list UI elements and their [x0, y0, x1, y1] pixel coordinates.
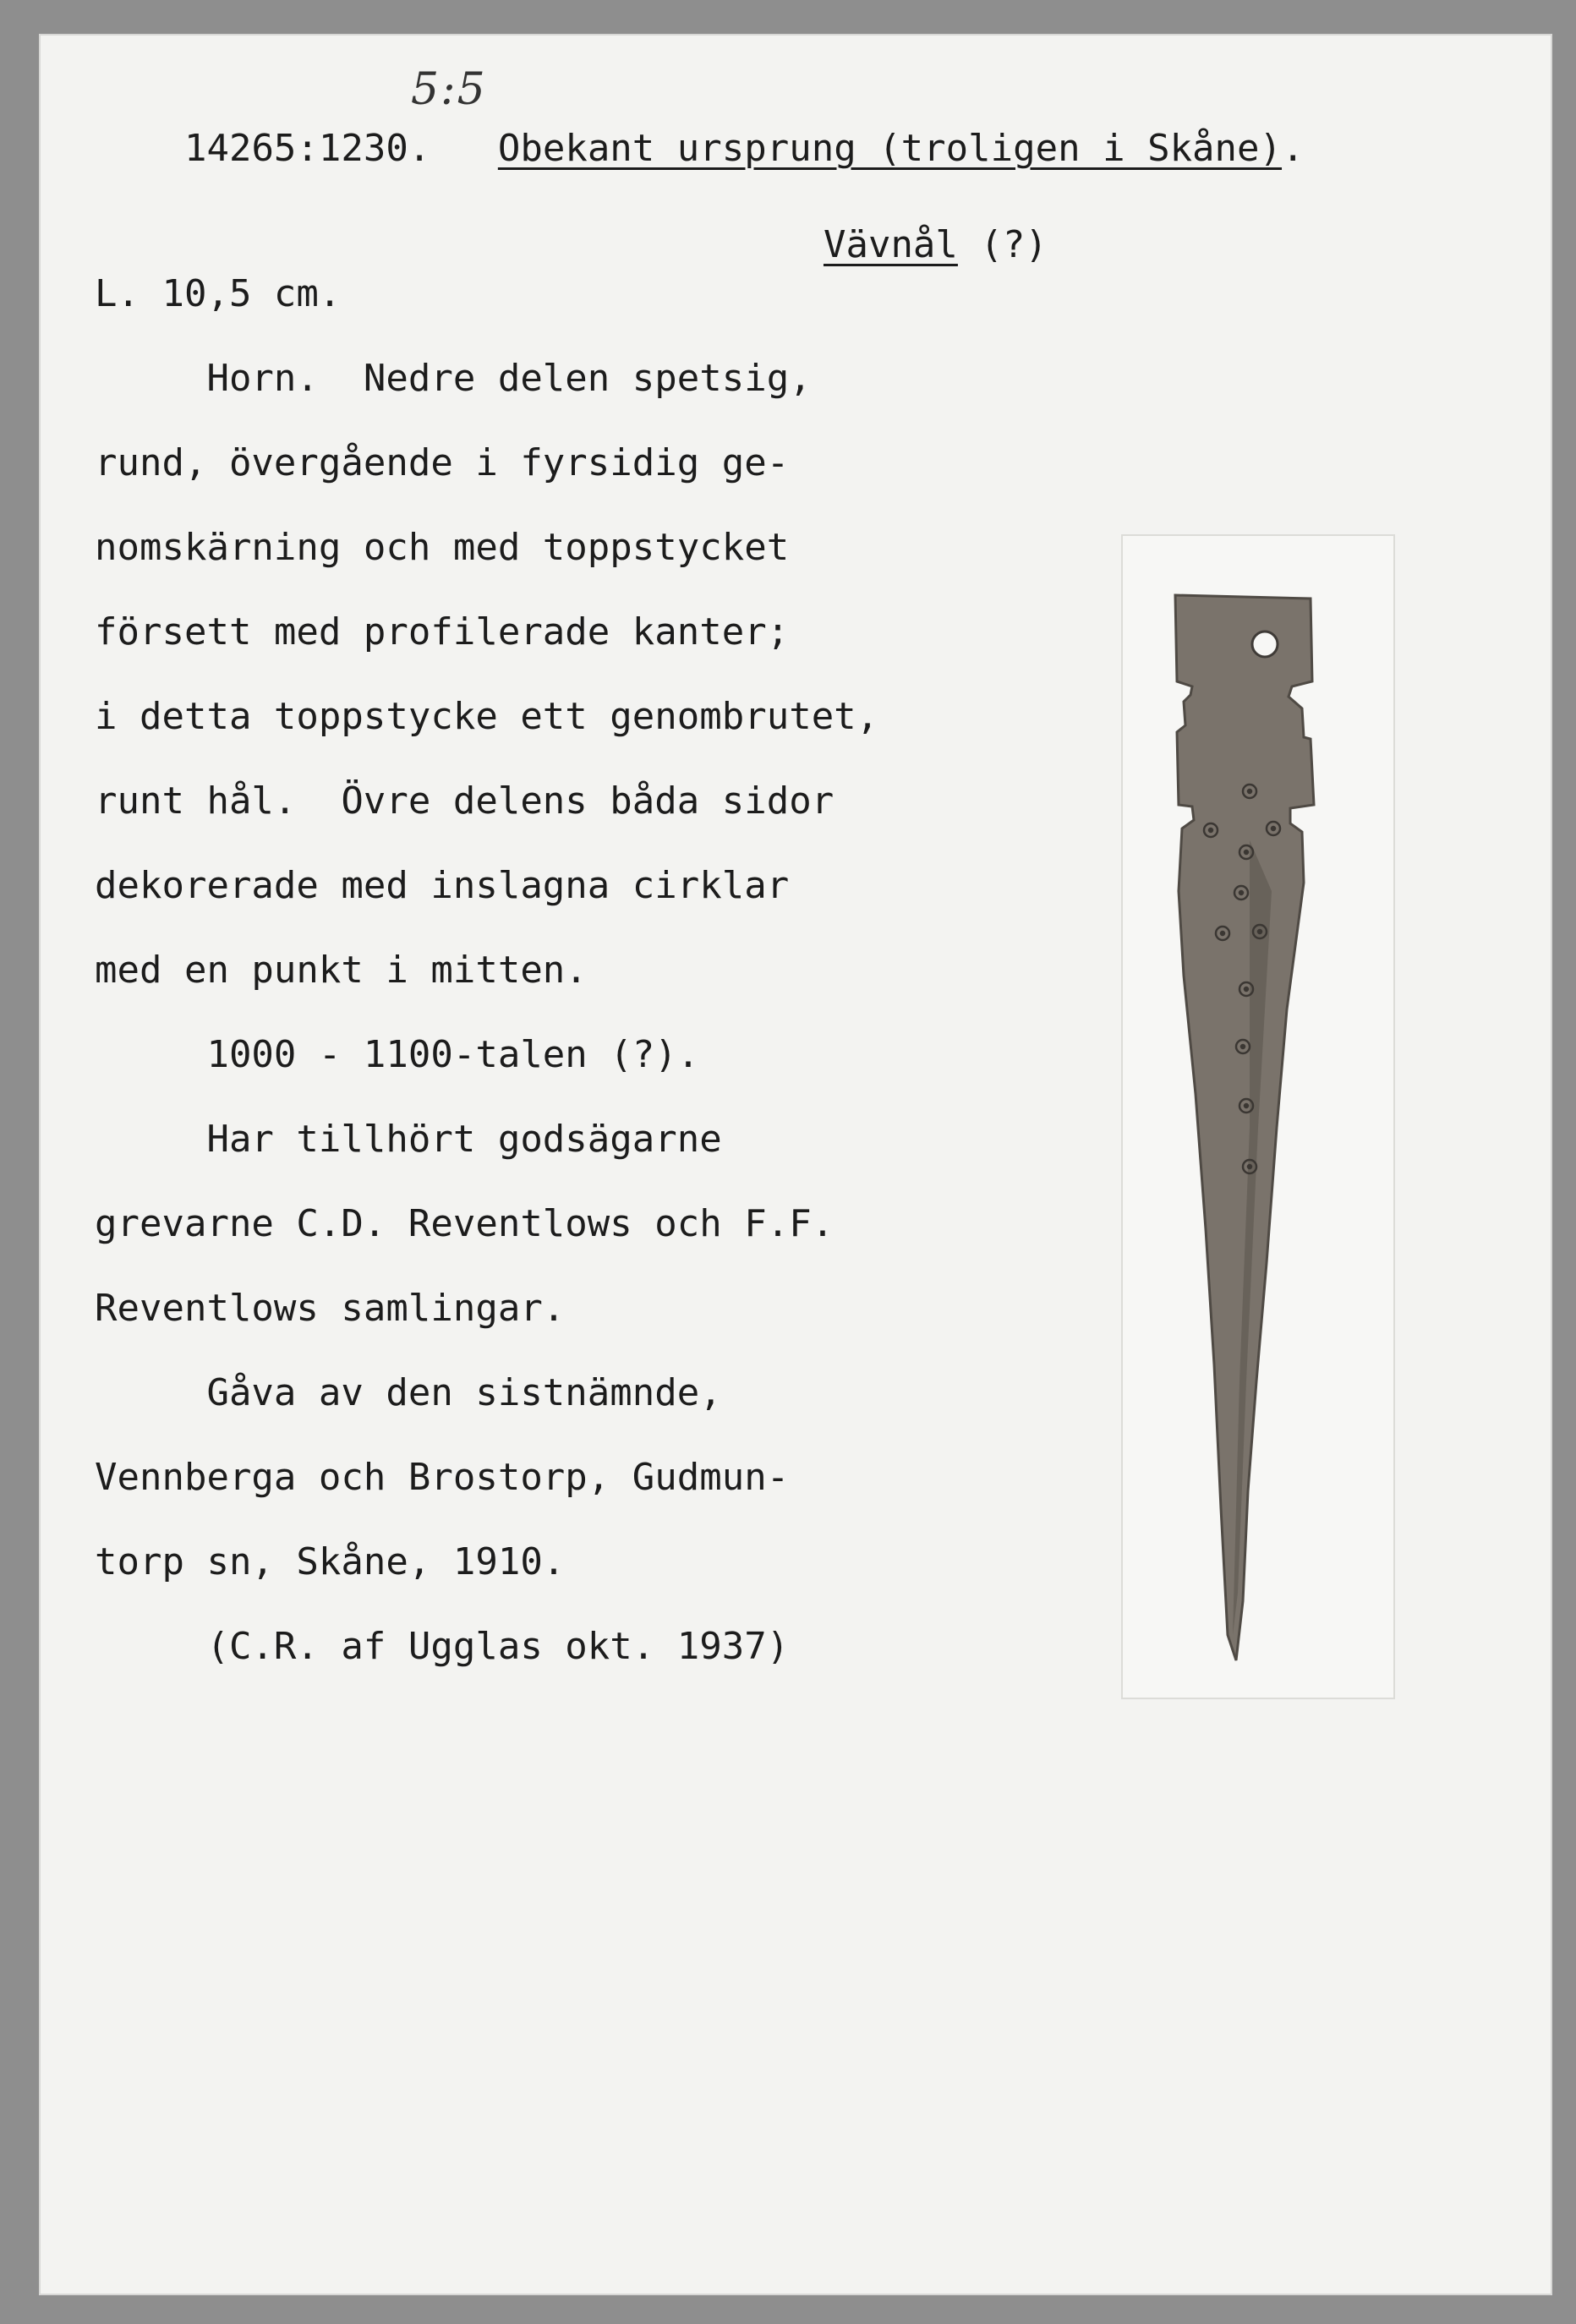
header-line — [95, 93, 1305, 205]
object-title-suffix: (?) — [957, 223, 1048, 266]
suspension-hole — [1252, 632, 1278, 657]
needle-body — [1175, 595, 1314, 1660]
origin-suffix: . — [1282, 127, 1305, 170]
gift-line: torp sn, Skåne, 1910. — [95, 1540, 566, 1583]
object-title-line — [734, 189, 1048, 301]
provenance-line: grevarne C.D. Reventlows och F.F. — [95, 1202, 835, 1245]
description-line: rund, övergående i fyrsidig ge- — [95, 441, 790, 484]
gift-line: Vennberga och Brostorp, Gudmun- — [95, 1456, 790, 1499]
length-text: L. 10,5 cm. — [95, 272, 342, 315]
description-line: i detta toppstycke ett genombrutet, — [95, 695, 879, 738]
object-title: Vävnål — [823, 223, 958, 266]
author-line: (C.R. af Ugglas okt. 1937) — [95, 1625, 790, 1668]
description-line: med en punkt i mitten. — [95, 949, 588, 992]
description-line: nomskärning och med toppstycket — [95, 526, 790, 569]
weaving-needle-image — [1123, 536, 1393, 1698]
description-line: Horn. Nedre delen spetsig, — [95, 357, 812, 400]
description-line: försett med profilerade kanter; — [95, 610, 790, 653]
gift-line: Gåva av den sistnämnde, — [95, 1371, 722, 1414]
catalog-number: 14265:1230. — [183, 127, 431, 170]
description-line: dekorerade med inslagna cirklar — [95, 864, 790, 907]
object-photo — [1121, 534, 1395, 1699]
provenance-line: Reventlows samlingar. — [95, 1287, 566, 1330]
description-line: runt hål. Övre delens båda sidor — [95, 779, 835, 823]
handwritten-number: 5:5 — [411, 64, 487, 115]
dating-text: 1000 - 1100-talen (?). — [95, 1033, 700, 1076]
provenance-line: Har tillhört godsägarne — [95, 1118, 722, 1161]
catalog-card — [39, 34, 1552, 2295]
origin-text: Obekant ursprung (troligen i Skåne) — [497, 127, 1283, 170]
